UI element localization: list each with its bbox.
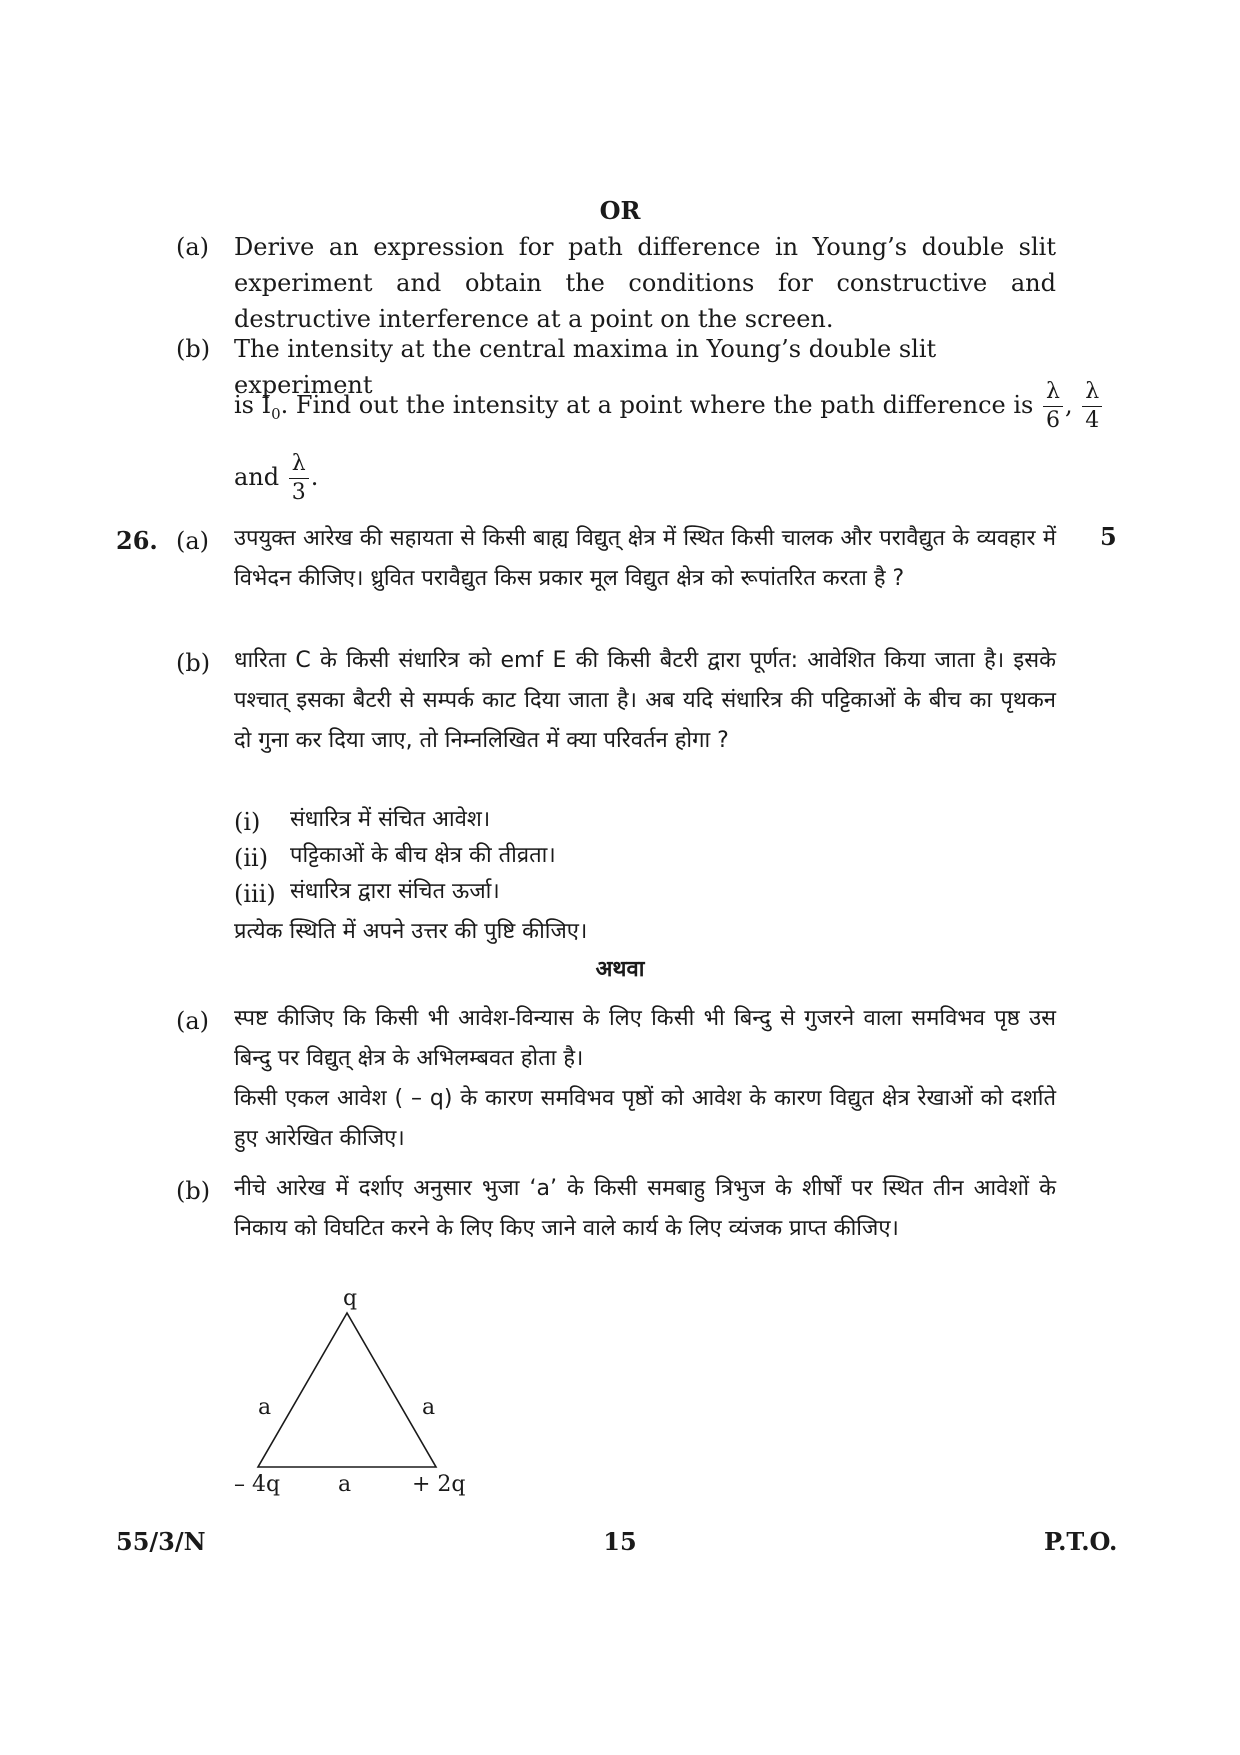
or-heading-hindi: अथवा (595, 957, 645, 982)
right-charge-label: + 2q (412, 1472, 466, 1497)
q25-or-a-label: (a) (176, 233, 210, 261)
fraction-lambda-3 (289, 450, 309, 507)
fraction-denominator: 4 (1085, 408, 1100, 433)
subpart-label: (ii) (234, 844, 269, 872)
q26-b-text: धारिता C के किसी संधारित्र को emf E की किसी बैटरी द्वारा पूर्णत: आवेशित किया जाता है। इसके पश्चात् इसका बैटरी से सम्पर्क काट दिया जाता है। अब यदि संधारित्र की पट्टिकाओं के बीच का पृथकन दो गुना कर दिया जाए, तो निम्नलिखित में क्या परिवर्तन होगा ? (234, 648, 1056, 753)
intensity-subscript: 0 (271, 404, 281, 423)
or-heading: OR (599, 196, 641, 225)
right-side-label: a (422, 1395, 436, 1420)
subpart-text: संधारित्र द्वारा संचित ऊर्जा। (290, 879, 500, 904)
q25-or-b-line2-post: . Find out the intensity at a point where the path difference is (280, 391, 1034, 419)
fraction-numerator: λ (289, 450, 309, 479)
question-number: 26. (116, 526, 158, 555)
left-side-label: a (258, 1395, 272, 1420)
subpart-label: (iii) (234, 880, 276, 908)
fraction-comma: , (1064, 391, 1073, 419)
equilateral-triangle (258, 1313, 436, 1467)
q26-b-label: (b) (176, 649, 211, 677)
q26-or-b-label: (b) (176, 1177, 211, 1205)
subpart-text: पट्टिकाओं के बीच क्षेत्र की तीव्रता। (290, 843, 556, 868)
fraction-numerator: λ (1043, 378, 1063, 407)
q25-or-b-line2 (234, 378, 1100, 435)
q25-or-b-line3-pre: and (234, 463, 280, 491)
fraction-lambda-6 (1043, 378, 1063, 435)
paper-code: 55/3/N (116, 1527, 206, 1556)
q25-or-a-text: Derive an expression for path difference in Young’s double slit experiment and obtain the conditions for constructive and destructive interference at a point on the screen. (234, 233, 1056, 333)
q25-or-b-line1: The intensity at the central maxima in Young’s double slit experiment (234, 335, 937, 399)
subpart-text: संधारित्र में संचित आवेश। (290, 807, 491, 832)
fraction-numerator: λ (1082, 378, 1102, 407)
q26-or-a-label: (a) (176, 1007, 210, 1035)
q26-or-a-text2: किसी एकल आवेश ( – q) के कारण समविभव पृष्ठों को आवेश के कारण विद्युत क्षेत्र रेखाओं को दर्शाते हुए आरेखित कीजिए। (234, 1086, 1056, 1151)
subpart-label: (i) (234, 808, 261, 836)
bottom-side-label: a (338, 1472, 352, 1497)
q25-or-b-line2-pre: is I (234, 391, 272, 419)
marks: 5 (1100, 522, 1117, 551)
q26-a-text: उपयुक्त आरेख की सहायता से किसी बाह्य विद्युत् क्षेत्र में स्थित किसी चालक और परावैद्युत के व्यवहार में विभेदन कीजिए। ध्रुवित परावैद्युत किस प्रकार मूल विद्युत क्षेत्र को रूपांतरित करता है ? (234, 526, 1056, 591)
left-charge-label: – 4q (234, 1472, 281, 1497)
q25-or-b-line3-post: . (310, 463, 319, 491)
q25-or-b-line3 (234, 450, 318, 507)
page-number: 15 (603, 1527, 637, 1556)
fraction-lambda-4 (1082, 378, 1102, 435)
pto-label: P.T.O. (1044, 1527, 1118, 1556)
q26-b-closing: प्रत्येक स्थिति में अपने उत्तर की पुष्टि कीजिए। (234, 919, 588, 944)
triangle-diagram (220, 1275, 480, 1500)
q26-a-label: (a) (176, 527, 210, 555)
q26-or-a-text1: स्पष्ट कीजिए कि किसी भी आवेश-विन्यास के लिए किसी भी बिन्दु से गुजरने वाला समविभव पृष्ठ उस बिन्दु पर विद्युत् क्षेत्र के अभिलम्बवत होता है। (234, 1006, 1056, 1071)
fraction-denominator: 3 (291, 480, 306, 505)
top-charge-label: q (343, 1286, 358, 1311)
fraction-denominator: 6 (1045, 408, 1060, 433)
q25-or-b-label: (b) (176, 335, 211, 363)
q26-or-b-text: नीचे आरेख में दर्शाए अनुसार भुजा ‘a’ के किसी समबाहु त्रिभुज के शीर्षों पर स्थित तीन आवेशों के निकाय को विघटित करने के लिए किए जाने वाले कार्य के लिए व्यंजक प्राप्त कीजिए। (234, 1176, 1056, 1241)
